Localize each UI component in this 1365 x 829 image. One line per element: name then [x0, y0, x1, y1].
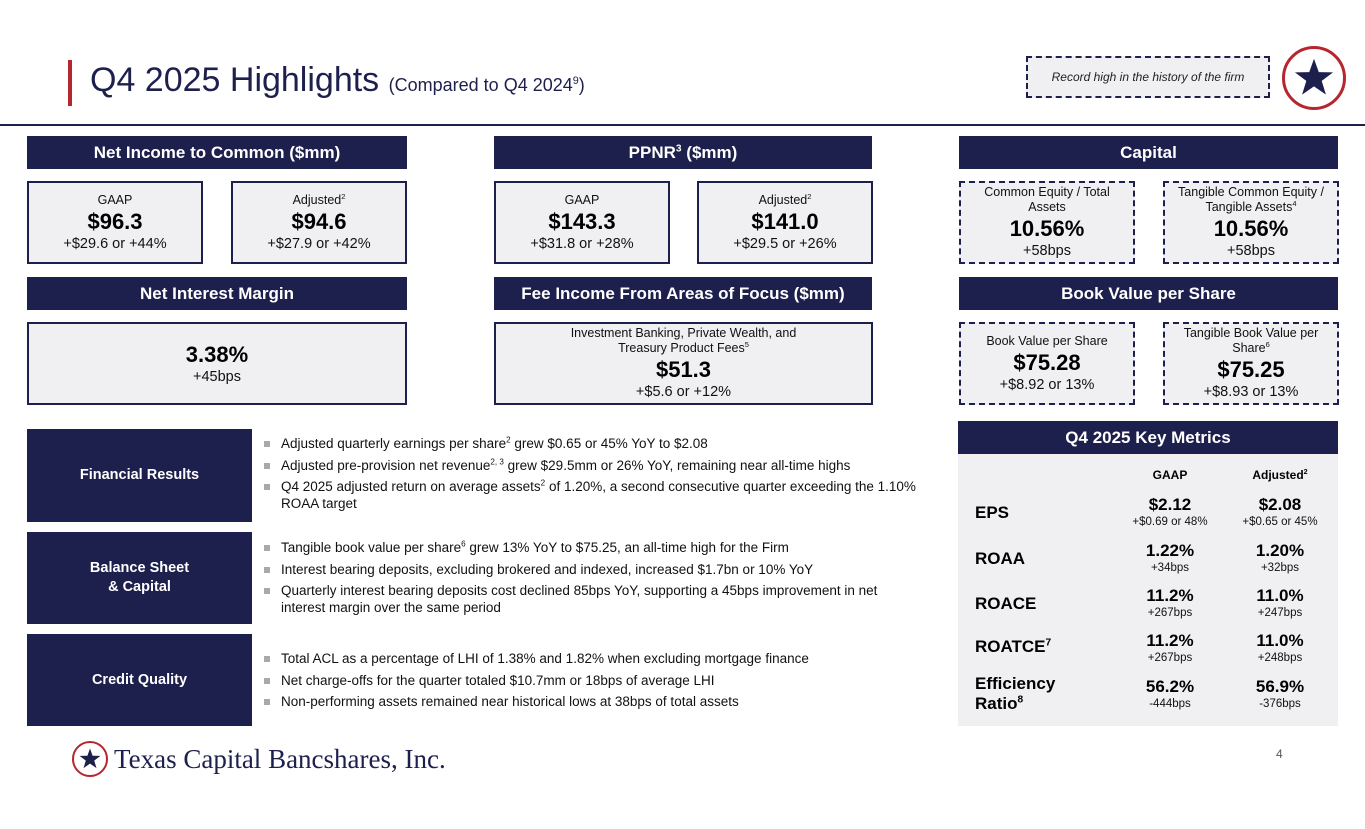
- metric-roace-gaap: 11.2% +267bps: [1146, 586, 1194, 619]
- key-metrics-col-adjusted: Adjusted$^2$: [1252, 467, 1308, 482]
- balance-sheet-bullets: [264, 540, 924, 621]
- bullet-item: Quarterly interest bearing deposits cost declined 85bps YoY, supporting a 45bps improvement in net interest margin over the same period: [264, 583, 924, 616]
- metric-eps-gaap: $2.12 +$0.69 or 48%: [1132, 495, 1208, 528]
- metric-roaa-adjusted: 1.20% +32bps: [1255, 541, 1305, 574]
- fee-income-box: Investment Banking, Private Wealth, and Treasury Product Fees$^5$ $51.3 +$5.6 or +12%: [494, 322, 873, 405]
- financial-results-bullets: [264, 436, 924, 517]
- key-metrics-header: Q4 2025 Key Metrics: [958, 421, 1338, 454]
- tangible-book-value-box: Tangible Book Value per Share$^6$ $75.25 +$8.93 or 13%: [1163, 322, 1339, 405]
- bullet-item: Tangible book value per share$^6$ grew 13% YoY to $75.25, an all-time high for the Firm: [264, 540, 924, 557]
- ppnr-gaap-box: GAAP $143.3 +$31.8 or +28%: [494, 181, 670, 264]
- bvps-header: Book Value per Share: [959, 277, 1338, 310]
- capital-header: Capital: [959, 136, 1338, 169]
- fee-income-header: Fee Income From Areas of Focus ($mm): [494, 277, 872, 310]
- metric-roatce-gaap: 11.2% +267bps: [1146, 631, 1194, 664]
- metric-name-roace: ROACE: [975, 594, 1037, 613]
- financial-results-label: Financial Results: [27, 429, 252, 522]
- metric-name-roaa: ROAA: [975, 549, 1026, 568]
- metric-eps-adjusted: $2.08 +$0.65 or 45%: [1242, 495, 1318, 528]
- header-divider: [0, 124, 1365, 126]
- page-subtitle: (Compared to Q4 2024$^9$): [388, 75, 585, 95]
- ppnr-adjusted-box: Adjusted$^2$ $141.0 +$29.5 or +26%: [697, 181, 873, 264]
- metric-efficiency-gaap: 56.2% -444bps: [1145, 677, 1195, 710]
- metric-roace-adjusted: 11.0% +247bps: [1256, 586, 1304, 619]
- bullet-item: Interest bearing deposits, excluding brokered and indexed, increased $1.7bn or 10% YoY: [264, 562, 924, 579]
- nim-header: Net Interest Margin: [27, 277, 407, 310]
- net-income-header: Net Income to Common ($mm): [27, 136, 407, 169]
- footer-logo: [72, 741, 446, 777]
- book-value-box: Book Value per Share $75.28 +$8.92 or 13%: [959, 322, 1135, 405]
- bullet-item: Adjusted pre-provision net revenue$^{2, 3}$ grew $29.5mm or 26% YoY, remaining near all-time highs: [264, 458, 924, 475]
- company-name: Texas Capital Bancshares, Inc.: [114, 743, 446, 774]
- bullet-item: Net charge-offs for the quarter totaled $10.7mm or 18bps of average LHI: [264, 673, 924, 690]
- bullet-item: Total ACL as a percentage of LHI of 1.38% and 1.82% when excluding mortgage finance: [264, 651, 924, 668]
- metric-name-efficiency-ratio: Efficiency Ratio$^8$: [975, 674, 1056, 713]
- page-title: Q4 2025 Highlights (Compared to Q4 2024$^9$): [90, 61, 585, 99]
- credit-quality-label: Credit Quality: [27, 634, 252, 726]
- ppnr-header: PPNR$^3$ ($mm): [494, 136, 872, 169]
- metric-roatce-adjusted: 11.0% +248bps: [1256, 631, 1304, 664]
- page-number: 4: [1276, 747, 1283, 761]
- metric-roaa-gaap: 1.22% +34bps: [1145, 541, 1195, 574]
- metric-name-roatce: ROATCE$^7$: [975, 637, 1052, 656]
- credit-quality-bullets: [264, 651, 924, 716]
- title-accent-bar: [68, 60, 72, 106]
- tangible-common-equity-box: Tangible Common Equity / Tangible Assets$^4$ 10.56% +58bps: [1163, 181, 1339, 264]
- metric-efficiency-adjusted: 56.9% -376bps: [1255, 677, 1305, 710]
- net-income-gaap-box: GAAP $96.3 +$29.6 or +44%: [27, 181, 203, 264]
- star-logo-icon: [1282, 46, 1346, 110]
- bullet-item: Non-performing assets remained near historical lows at 38bps of total assets: [264, 694, 924, 711]
- metric-name-eps: EPS: [975, 503, 1010, 522]
- record-high-note: Record high in the history of the firm: [1026, 56, 1270, 98]
- bullet-item: Q4 2025 adjusted return on average assets$^2$ of 1.20%, a second consecutive quarter exceeding the 1.10% ROAA target: [264, 479, 924, 512]
- bullet-item: Adjusted quarterly earnings per share$^2$ grew $0.65 or 45% YoY to $2.08: [264, 436, 924, 453]
- key-metrics-col-gaap: GAAP: [1152, 468, 1188, 482]
- net-income-adjusted-box: Adjusted$^2$ $94.6 +$27.9 or +42%: [231, 181, 407, 264]
- star-icon: [72, 741, 108, 777]
- common-equity-box: Common Equity / Total Assets 10.56% +58bps: [959, 181, 1135, 264]
- balance-sheet-label: Balance Sheet & Capital: [27, 532, 252, 624]
- nim-box: 3.38% +45bps: [27, 322, 407, 405]
